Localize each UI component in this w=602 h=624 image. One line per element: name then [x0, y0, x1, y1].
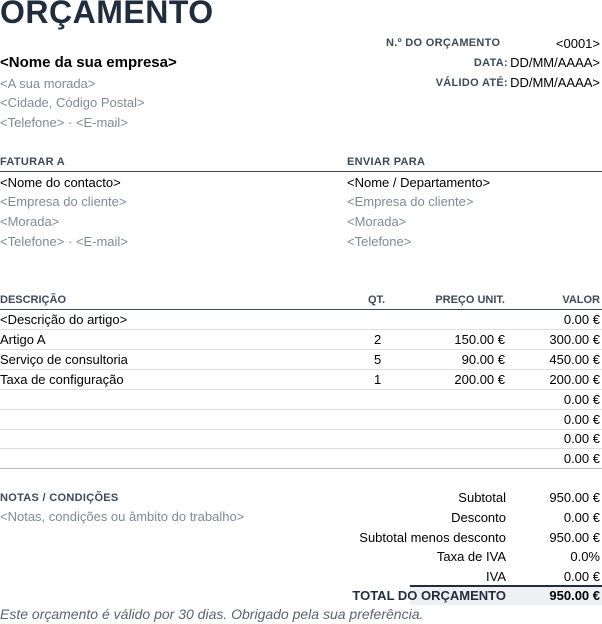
total-value: 950.00 €	[549, 588, 600, 603]
tax-value: 0.00 €	[563, 569, 600, 584]
subtotal-less-discount-value: 950.00 €	[549, 530, 600, 545]
row-divider	[0, 349, 602, 350]
row-divider	[0, 369, 602, 370]
total-label: TOTAL DO ORÇAMENTO	[352, 588, 506, 603]
row-description: Taxa de configuração	[0, 372, 124, 387]
row-qty: 1	[374, 372, 382, 387]
discount-value: 0.00 €	[563, 510, 600, 525]
valid-until-value: DD/MM/AAAA>	[510, 75, 600, 90]
row-divider	[0, 429, 602, 430]
quote-number-label: N.º DO ORÇAMENTO	[386, 37, 501, 49]
tax-rate-label: Taxa de IVA	[436, 549, 506, 564]
quote-number-value: <0001>	[555, 36, 600, 51]
row-divider	[0, 329, 602, 330]
ship-to-address: <Morada>	[347, 214, 407, 229]
address-divider	[0, 171, 602, 172]
col-amount-header: VALOR	[562, 294, 600, 306]
row-amount: 300.00 €	[549, 332, 600, 347]
ship-to-heading: ENVIAR PARA	[347, 156, 426, 168]
subtotal-less-discount-label: Subtotal menos desconto	[359, 530, 506, 545]
bill-to-contact: <Nome do contacto>	[0, 175, 121, 190]
col-qty-header: QT.	[368, 294, 386, 306]
subtotal-label: Subtotal	[458, 490, 506, 505]
bill-to-company: <Empresa do cliente>	[0, 194, 127, 209]
row-divider	[0, 448, 602, 449]
row-unit-price: 150.00 €	[454, 332, 505, 347]
row-amount: 0.00 €	[563, 312, 600, 327]
row-amount: 200.00 €	[549, 372, 600, 387]
row-divider	[0, 468, 602, 469]
company-contact: <Telefone> · <E-mail>	[0, 115, 128, 130]
notes-heading: NOTAS / CONDIÇÕES	[0, 492, 119, 504]
col-unit-price-header: PREÇO UNIT.	[435, 294, 505, 306]
table-header-divider	[0, 309, 602, 310]
bill-to-address: <Morada>	[0, 214, 60, 229]
row-amount: 0.00 €	[563, 451, 600, 466]
row-qty: 2	[374, 332, 382, 347]
notes-text: <Notas, condições ou âmbito do trabalho>	[0, 509, 245, 524]
row-divider	[0, 409, 602, 410]
company-address: <A sua morada>	[0, 76, 96, 91]
date-value: DD/MM/AAAA>	[510, 55, 600, 70]
row-description: Artigo A	[0, 332, 46, 347]
date-label: DATA:	[473, 57, 508, 69]
company-city: <Cidade, Código Postal>	[0, 95, 145, 110]
row-divider	[0, 389, 602, 390]
document-title: ORÇAMENTO	[0, 0, 214, 30]
ship-to-name: <Nome / Departamento>	[347, 175, 491, 190]
bill-to-heading: FATURAR A	[0, 156, 66, 168]
row-amount: 0.00 €	[563, 392, 600, 407]
bill-to-phone-email: <Telefone> · <E-mail>	[0, 234, 128, 249]
row-description: <Descrição do artigo>	[0, 312, 128, 327]
col-description-header: DESCRIÇÃO	[0, 294, 67, 306]
subtotal-value: 950.00 €	[549, 490, 600, 505]
valid-until-label: VÁLIDO ATÉ:	[435, 77, 508, 89]
total-divider	[410, 585, 602, 587]
row-qty: 5	[374, 352, 382, 367]
row-amount: 450.00 €	[549, 352, 600, 367]
row-description: Serviço de consultoria	[0, 352, 128, 367]
ship-to-phone: <Telefone>	[347, 234, 412, 249]
row-unit-price: 90.00 €	[461, 352, 505, 367]
discount-label: Desconto	[451, 510, 506, 525]
company-name: <Nome da sua empresa>	[0, 54, 177, 71]
row-amount: 0.00 €	[563, 412, 600, 427]
tax-label: IVA	[486, 569, 506, 584]
row-unit-price: 200.00 €	[454, 372, 505, 387]
footer-note: Este orçamento é válido por 30 dias. Obrigado pela sua preferência.	[0, 606, 424, 622]
tax-rate-value: 0.0%	[570, 549, 600, 564]
row-amount: 0.00 €	[563, 431, 600, 446]
ship-to-company: <Empresa do cliente>	[347, 194, 474, 209]
